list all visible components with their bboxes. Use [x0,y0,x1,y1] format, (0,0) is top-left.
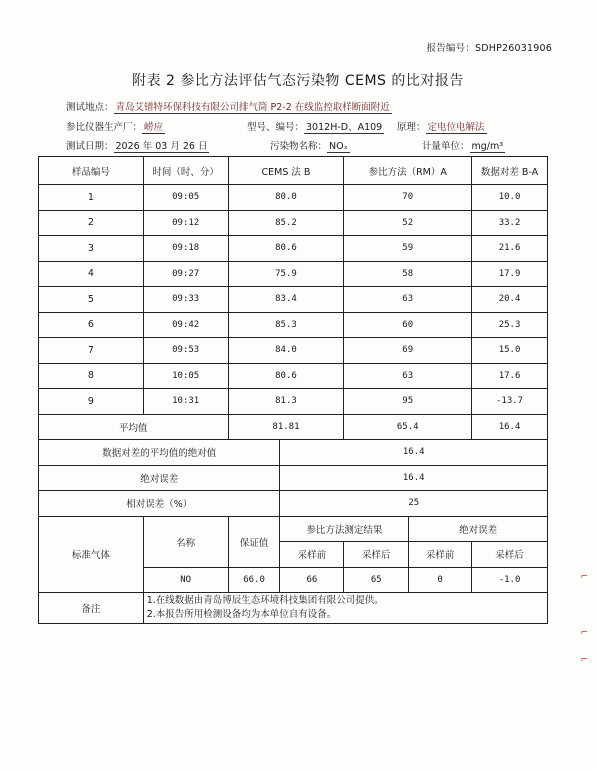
time: 09:05 [143,185,228,211]
time: 09:18 [143,236,228,262]
time: 09:42 [143,312,228,338]
diff-value: 21.6 [472,236,548,262]
maker-value: 崂应 [144,122,164,133]
notes-content [143,593,547,624]
table-row [39,185,548,211]
diff-value: 25.3 [472,312,548,338]
meta-site [66,99,392,113]
err-after-value: -1.0 [472,567,548,593]
abs-error-label: 绝对误差 [39,465,280,491]
abs-error-value: 16.4 [280,465,548,491]
sample-no: 5 [39,287,144,313]
rel-error-label: 相对误差（%） [39,491,280,517]
site-value: 青岛艾镨特环保科技有限公司排气筒 P2-2 在线监控取样断面附近 [115,102,390,113]
table-row [39,338,548,364]
ref-after-value: 65 [344,567,409,593]
std-gas-guarantee: 66.0 [228,567,280,593]
average-diff: 16.4 [472,414,548,440]
header-sample-no: 样品编号 [39,157,144,185]
unit-value: mg/m³ [471,141,504,152]
ref-before-header: 采样前 [280,542,344,568]
err-before-value: 0 [409,567,472,593]
table-row [39,312,548,338]
time: 09:53 [143,338,228,364]
date-value: 2026 年 03 月 26 日 [115,141,208,152]
header-time: 时间（时、分） [143,157,228,185]
std-gas-name-header: 名称 [143,516,228,567]
site-label: 测试地点： [66,102,114,113]
rm-value: 95 [344,389,472,415]
principle-value: 定电位电解法 [427,122,485,133]
comparison-table [38,156,548,624]
unit-label: 计量单位： [422,141,470,152]
cems-value: 81.3 [228,389,344,415]
sample-no: 9 [39,389,144,415]
header-row [39,157,548,185]
pollutant-label: 污染物名称： [270,141,328,152]
sample-no: 8 [39,363,144,389]
margin-mark: ⌐ [580,572,588,582]
time: 09:33 [143,287,228,313]
std-gas-header-row [39,516,548,542]
sample-no: 4 [39,261,144,287]
diff-value: 20.4 [472,287,548,313]
abs-error-row [39,465,548,491]
time: 10:05 [143,363,228,389]
meta-instrument [66,119,536,133]
notes-row [39,593,548,624]
table-row [39,287,548,313]
average-a: 65.4 [344,414,472,440]
err-before-header: 采样前 [409,542,472,568]
diff-value: 15.0 [472,338,548,364]
average-b: 81.81 [228,414,344,440]
margin-mark: ⌐ [580,628,588,638]
abs-diff-label: 数据对差的平均值的绝对值 [39,440,280,466]
table-row [39,236,548,262]
table-row [39,261,548,287]
margin-mark: ⌐ [580,655,588,665]
note-line-2: 2.本报告所用检测设备均为本单位自有设备。 [146,609,337,620]
err-after-header: 采样后 [472,542,548,568]
sample-no: 3 [39,236,144,262]
diff-value: 33.2 [472,210,548,236]
time: 10:31 [143,389,228,415]
unit-group [422,138,505,152]
cems-value: 80.6 [228,236,344,262]
std-gas-name: NO [143,567,228,593]
maker-label: 参比仪器生产厂： [66,122,143,133]
average-label: 平均值 [39,414,229,440]
table-row [39,210,548,236]
abs-diff-value: 16.4 [280,440,548,466]
diff-value: 17.9 [472,261,548,287]
std-gas-guarantee-header: 保证值 [228,516,280,567]
average-row [39,414,548,440]
table-row [39,389,548,415]
cems-value: 80.0 [228,185,344,211]
ref-before-value: 66 [280,567,344,593]
rel-error-row [39,491,548,517]
model-group [247,119,384,133]
rm-value: 58 [344,261,472,287]
std-gas-label: 标准气体 [39,516,144,593]
rm-value: 63 [344,363,472,389]
principle-group [397,119,487,133]
cems-value: 84.0 [228,338,344,364]
rm-value: 52 [344,210,472,236]
sample-no: 1 [39,185,144,211]
table-row [39,363,548,389]
cems-value: 80.6 [228,363,344,389]
time: 09:12 [143,210,228,236]
cems-value: 85.2 [228,210,344,236]
std-gas-abserr-header: 绝对误差 [409,516,548,542]
report-title: 附表 2 参比方法评估气态污染物 CEMS 的比对报告 [132,73,464,89]
rm-value: 59 [344,236,472,262]
pollutant-group [270,138,350,152]
cems-value: 75.9 [228,261,344,287]
header-cems: CEMS 法 B [228,157,344,185]
rm-value: 60 [344,312,472,338]
report-number: 报告编号：SDHP26031906 [426,43,552,54]
abs-diff-row [39,440,548,466]
principle-label: 原理： [397,122,426,133]
rm-value: 63 [344,287,472,313]
sample-no: 7 [39,338,144,364]
model-label: 型号、编号： [247,122,305,133]
ref-after-header: 采样后 [344,542,409,568]
diff-value: -13.7 [472,389,548,415]
sample-no: 6 [39,312,144,338]
meta-date [66,138,536,152]
sample-no: 2 [39,210,144,236]
std-gas-ref-header: 参比方法测定结果 [280,516,409,542]
pollutant-value: NOₓ [329,141,348,152]
diff-value: 17.6 [472,363,548,389]
time: 09:27 [143,261,228,287]
header-rm: 参比方法（RM）A [344,157,472,185]
date-label: 测试日期： [66,141,114,152]
notes-label: 备注 [39,593,144,624]
diff-value: 10.0 [472,185,548,211]
cems-value: 85.3 [228,312,344,338]
cems-value: 83.4 [228,287,344,313]
rm-value: 69 [344,338,472,364]
model-value: 3012H-D、A109 [306,122,383,133]
rm-value: 70 [344,185,472,211]
note-line-1: 1.在线数据由青岛博辰生态环境科技集团有限公司提供。 [146,595,384,606]
rel-error-value: 25 [280,491,548,517]
header-diff: 数据对差 B-A [472,157,548,185]
